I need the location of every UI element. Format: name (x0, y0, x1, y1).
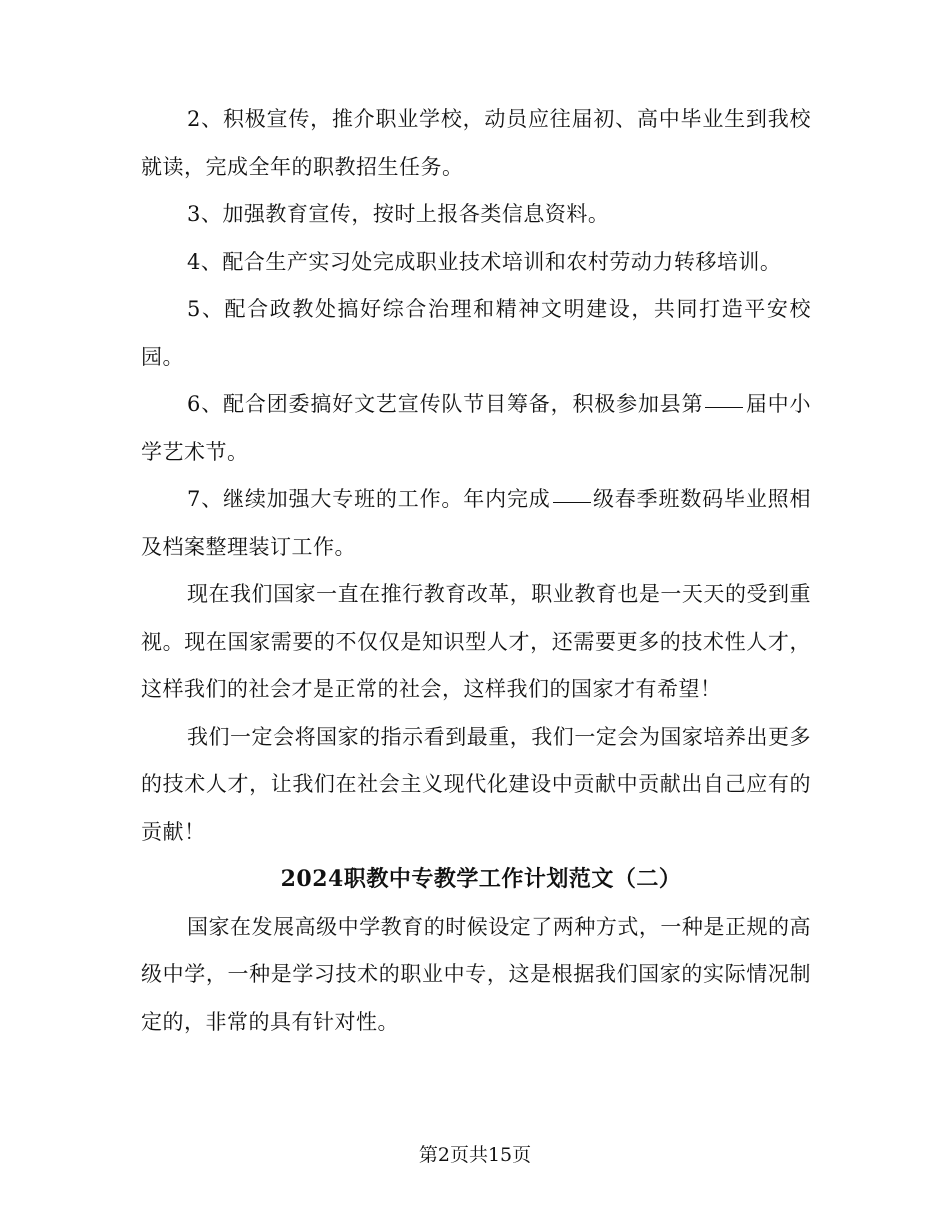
section-title: 2024职教中专教学工作计划范文（二） (280, 866, 682, 892)
list-item-3: 3、加强教育宣传，按时上报各类信息资料。 (187, 202, 610, 226)
list-item-7 (141, 476, 811, 571)
list-item-7-text-after: 级春季班数码毕业照相及档案整理装订工作。 (141, 487, 812, 559)
fill-in-blank (705, 407, 743, 408)
list-item-6-text-before: 6、配合团委搞好文艺宣传队节目筹备，积极参加县第 (187, 392, 704, 416)
list-item-7-text-before: 7、继续加强大专班的工作。年内完成 (187, 487, 551, 511)
page-number-footer: 第2页共15页 (418, 1144, 532, 1166)
list-item-6 (141, 381, 811, 476)
fill-in-blank (553, 502, 591, 503)
list-item-2: 2、积极宣传，推介职业学校，动员应往届初、高中毕业生到我校就读，完成全年的职教招生任务。 (141, 107, 811, 179)
list-item-6-text-after: 届中小学艺术节。 (141, 392, 811, 464)
list-item-4: 4、配合生产实习处完成职业技术培训和农村劳动力转移培训。 (187, 249, 782, 274)
document-body (141, 96, 811, 1046)
paragraph-education-reform: 现在我们国家一直在推行教育改革，职业教育也是一天天的受到重视。现在国家需要的不仅仅是知识型人才，还需要更多的技术性人才，这样我们的社会才是正常的社会，这样我们的国家才有希望！ (141, 582, 811, 701)
list-item-5: 5、配合政教处搞好综合治理和精神文明建设，共同打造平安校园。 (141, 297, 811, 369)
paragraph-intro: 国家在发展高级中学教育的时候设定了两种方式，一种是正规的高级中学，一种是学习技术的职业中专，这是根据我们国家的实际情况制定的，非常的具有针对性。 (141, 914, 811, 1034)
paragraph-commitment: 我们一定会将国家的指示看到最重，我们一定会为国家培养出更多的技术人才，让我们在社会主义现代化建设中贡献中贡献出自己应有的贡献！ (141, 724, 811, 844)
